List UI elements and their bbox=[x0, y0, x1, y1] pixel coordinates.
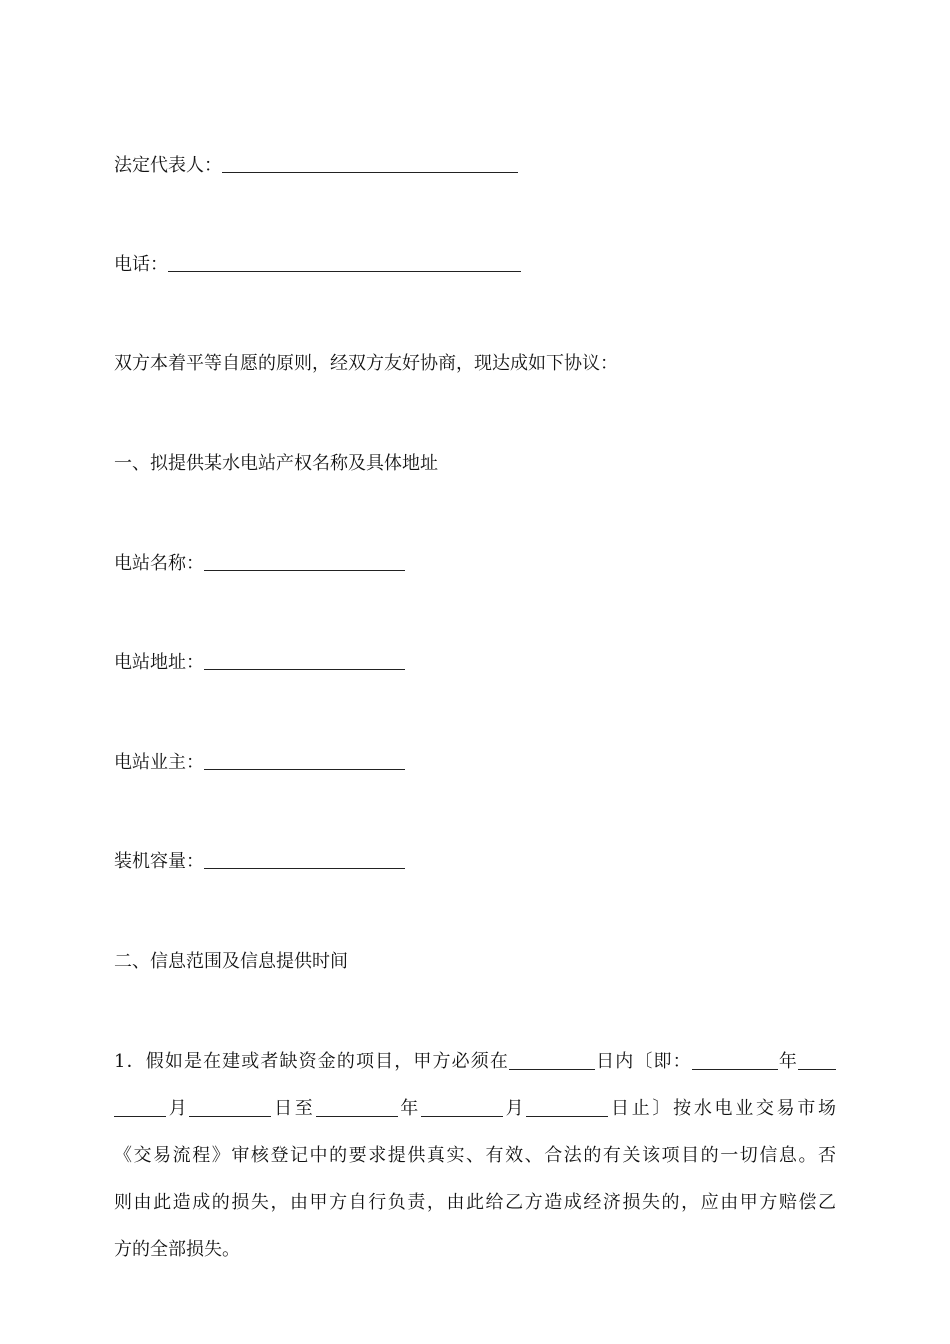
station-owner-blank[interactable] bbox=[204, 751, 405, 770]
end-day-blank[interactable] bbox=[526, 1098, 608, 1117]
section-2-heading: 二、信息范围及信息提供时间 bbox=[114, 951, 348, 972]
station-address-label: 电站地址： bbox=[114, 652, 204, 673]
start-day-blank[interactable] bbox=[189, 1098, 271, 1117]
station-name-blank[interactable] bbox=[204, 552, 405, 571]
station-name-field bbox=[114, 552, 405, 576]
start-month-blank-a[interactable] bbox=[798, 1051, 836, 1070]
start-month-blank-b[interactable] bbox=[114, 1098, 166, 1117]
station-address-blank[interactable] bbox=[204, 651, 405, 670]
phone-blank[interactable] bbox=[168, 253, 521, 272]
end-month-blank[interactable] bbox=[421, 1098, 503, 1117]
section-1-heading: 一、拟提供某水电站产权名称及具体地址 bbox=[114, 453, 438, 474]
installed-capacity-field bbox=[114, 850, 405, 874]
legal-representative-field bbox=[114, 154, 518, 178]
start-year-blank[interactable] bbox=[692, 1051, 778, 1070]
station-owner-label: 电站业主： bbox=[114, 752, 204, 773]
paragraph-line-5: 方的全部损失。 bbox=[114, 1239, 240, 1260]
paragraph-line-2: 月 日至 年 月 日止〕按水电业交易市场 bbox=[114, 1085, 836, 1132]
legal-representative-label: 法定代表人： bbox=[114, 155, 222, 176]
phone-field bbox=[114, 253, 521, 277]
station-address-field bbox=[114, 651, 405, 675]
days-blank[interactable] bbox=[509, 1051, 595, 1070]
paragraph-line-3: 《交易流程》审核登记中的要求提供真实、有效、合法的有关该项目的一切信息。否 bbox=[114, 1145, 836, 1166]
intro-text: 双方本着平等自愿的原则，经双方友好协商，现达成如下协议： bbox=[114, 353, 618, 374]
legal-representative-blank[interactable] bbox=[222, 154, 518, 173]
end-year-blank[interactable] bbox=[316, 1098, 398, 1117]
station-name-label: 电站名称： bbox=[114, 553, 204, 574]
paragraph-line-4: 则由此造成的损失，由甲方自行负责，由此给乙方造成经济损失的，应由甲方赔偿乙 bbox=[114, 1192, 836, 1213]
section-2-paragraph-1 bbox=[114, 1038, 836, 1273]
installed-capacity-label: 装机容量： bbox=[114, 851, 204, 872]
paragraph-line-1: 1．假如是在建或者缺资金的项目，甲方必须在 日内〔即： 年 bbox=[114, 1038, 836, 1085]
phone-label: 电话： bbox=[114, 254, 168, 275]
station-owner-field bbox=[114, 751, 405, 775]
installed-capacity-blank[interactable] bbox=[204, 850, 405, 869]
